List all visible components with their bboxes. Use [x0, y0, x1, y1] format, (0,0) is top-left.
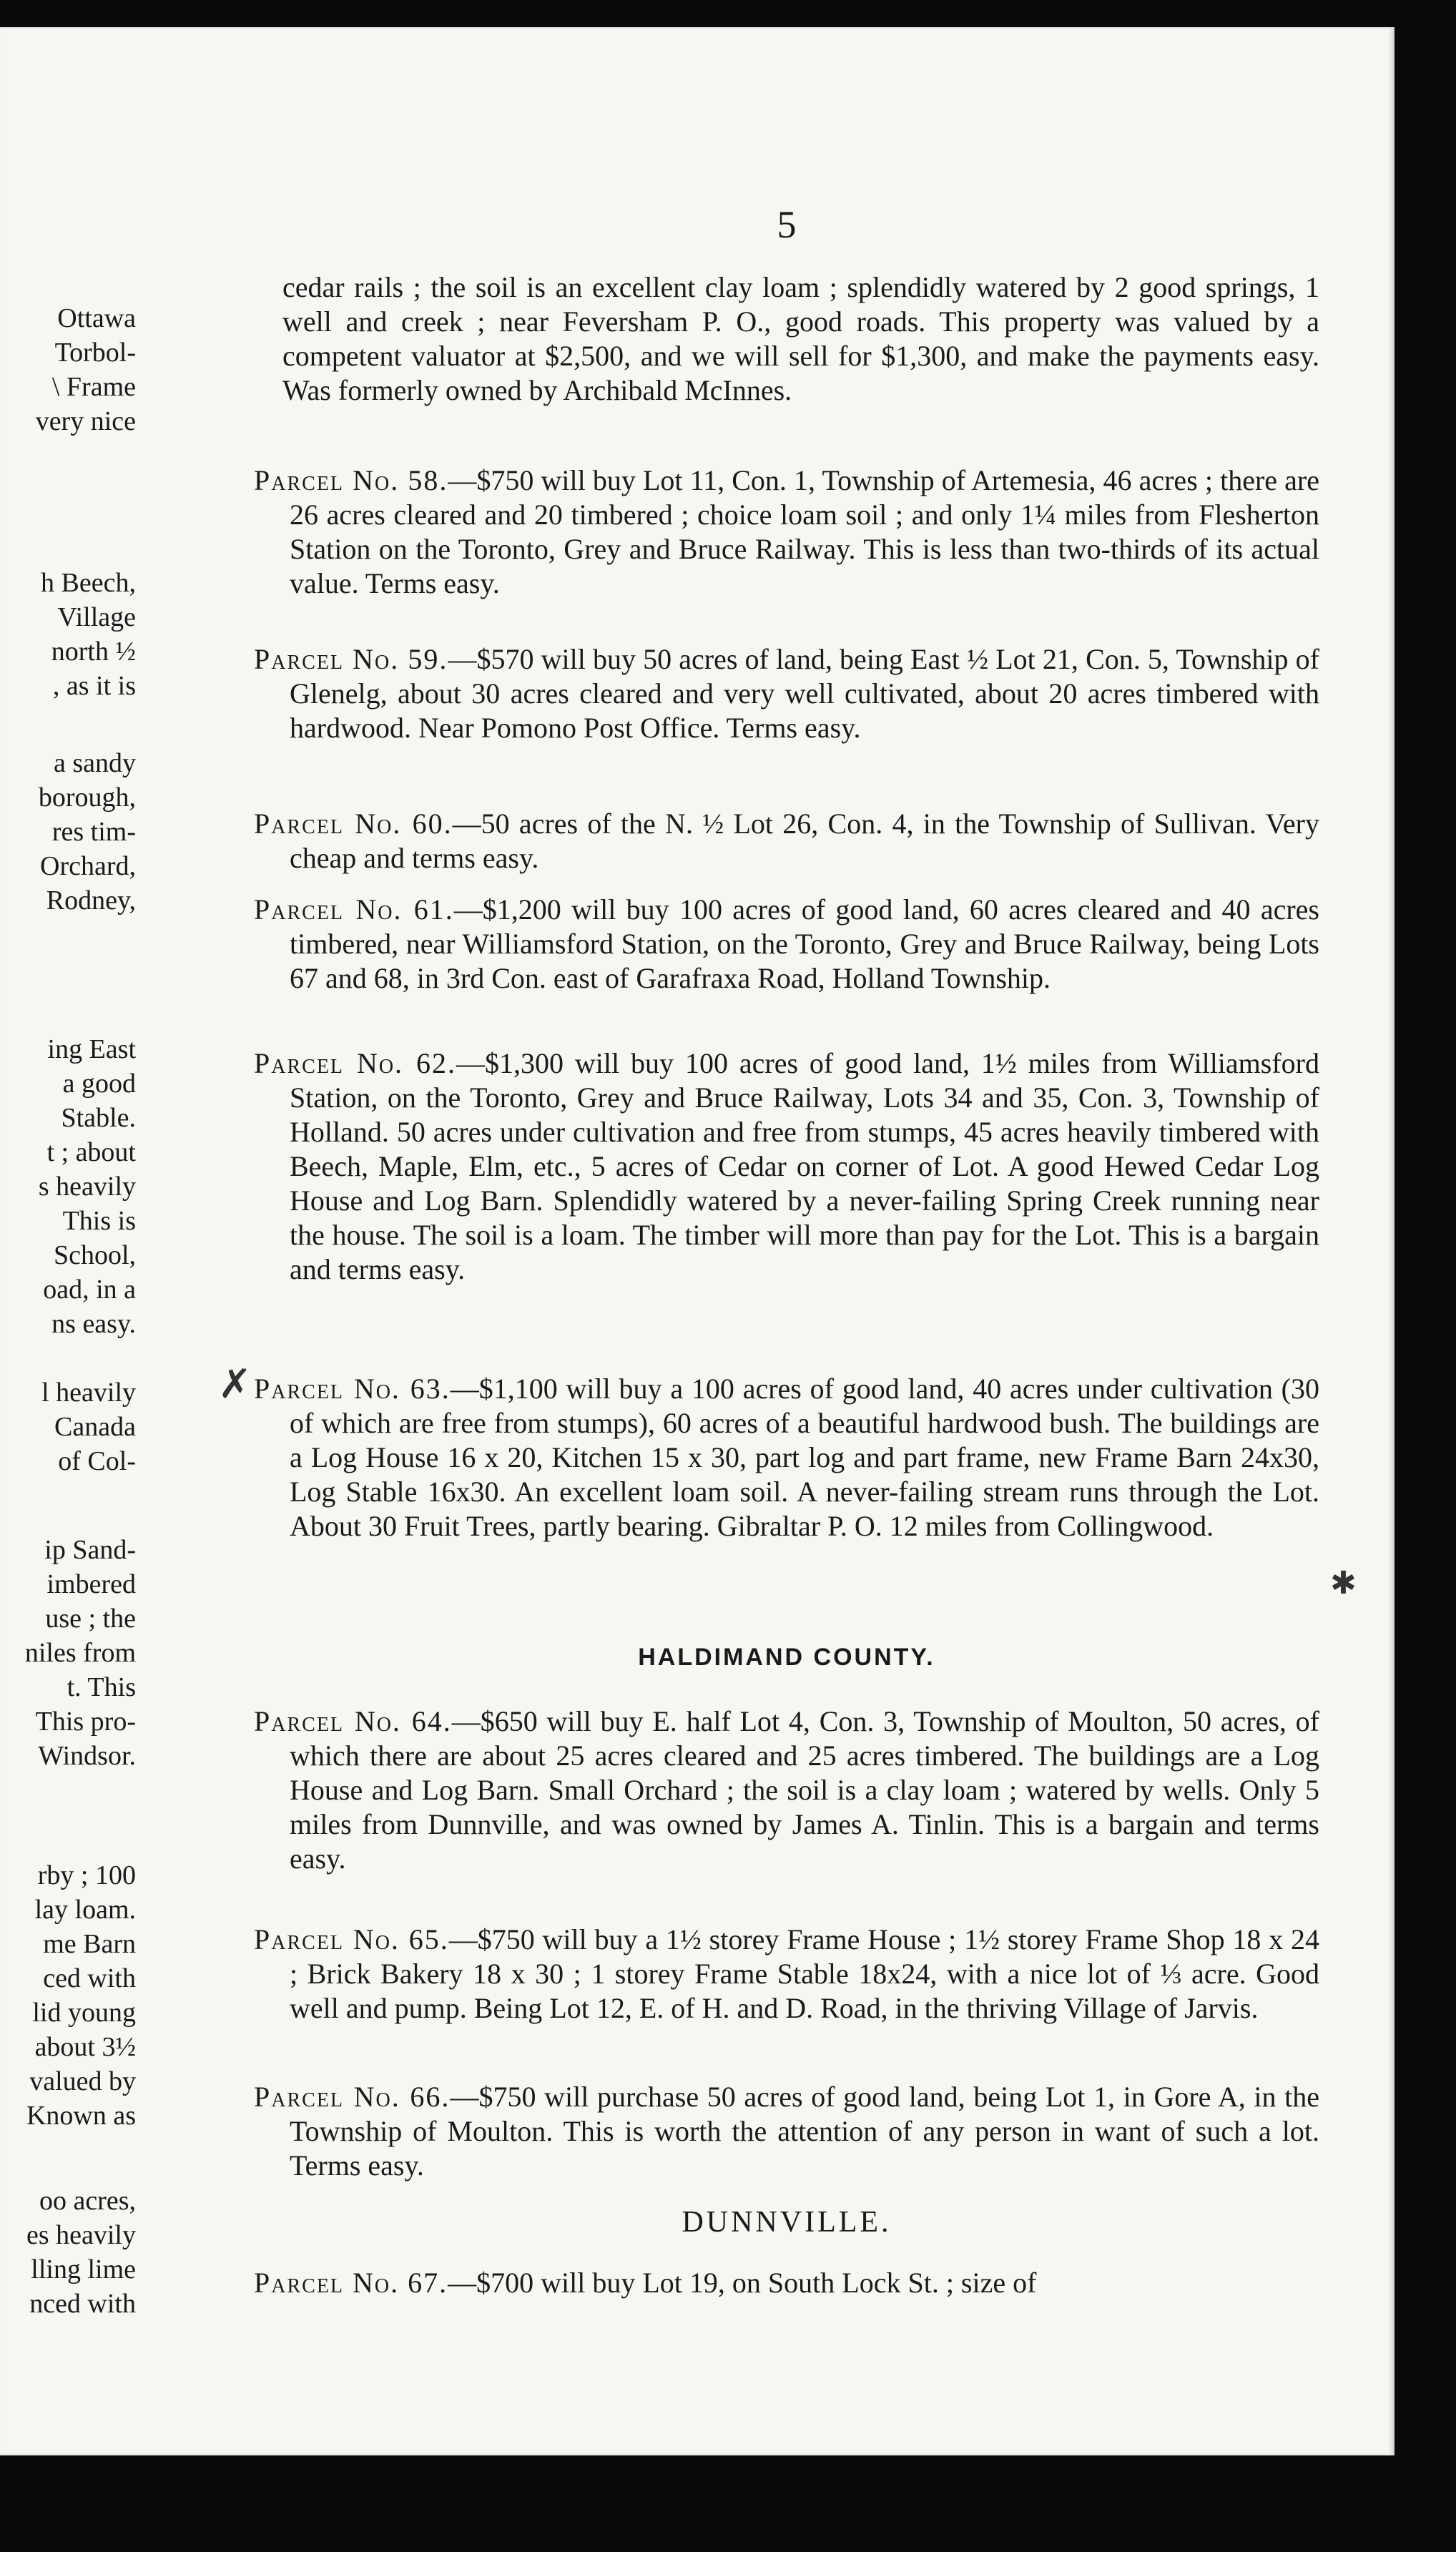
left-fragment: ced with — [43, 1963, 136, 1993]
left-fragment: This is — [62, 1206, 136, 1236]
parcel-text: —$650 will buy E. half Lot 4, Con. 3, Township of Moulton, 50 acres, of which there are about 25 acres cleared and 25 acres timbered. The buildings are a Log House and Log Barn. Small Orchard ; the soil is a clay loam ; watered by wells. Only 5 miles from Dunnville, and was owned by James A. Tinlin. This is a bargain and terms easy. — [290, 1705, 1320, 1875]
left-fragment: t. This — [67, 1672, 136, 1702]
left-fragment: about 3½ — [34, 2032, 136, 2062]
left-fragment: use ; the — [45, 1604, 136, 1634]
parcel-text: —$750 will purchase 50 acres of good land, being Lot 1, in Gore A, in the Township of Moulton. This is worth the attention of any person in want of such a lot. Terms easy. — [290, 2081, 1320, 2182]
left-fragment: Orchard, — [40, 851, 136, 881]
left-fragment: lid young — [32, 1998, 136, 2028]
parcel-64 — [254, 1704, 1319, 1876]
parcel-text: —$570 will buy 50 acres of land, being East ½ Lot 21, Con. 5, Township of Glenelg, about 30 acres cleared and very well cultivated, about 20 acres timbered with hardwood. Near Pomono Post Office. Terms easy. — [290, 643, 1319, 744]
heading-dunnville: DUNNVILLE. — [682, 2206, 892, 2239]
left-fragment: Windsor. — [38, 1741, 136, 1771]
scan-border-right — [1394, 0, 1456, 2552]
left-fragment: me Barn — [43, 1929, 136, 1959]
parcel-60 — [254, 807, 1319, 875]
left-fragment: niles from — [24, 1638, 136, 1668]
left-fragment: Ottawa — [57, 303, 136, 333]
left-fragment: t ; about — [46, 1137, 136, 1167]
left-fragment: of Col- — [58, 1446, 136, 1476]
parcel-label: Parcel No. 58. — [254, 464, 448, 496]
left-fragment: Canada — [54, 1412, 136, 1442]
parcel-62 — [254, 1046, 1319, 1287]
parcel-67 — [254, 2266, 1319, 2300]
left-fragment: valued by — [29, 2066, 136, 2096]
parcel-label: Parcel No. 59. — [254, 643, 448, 675]
left-fragment: ip Sand- — [44, 1535, 136, 1565]
parcel-66 — [254, 2080, 1319, 2183]
pencil-mark-icon: ✗ — [218, 1363, 252, 1407]
parcel-63 — [254, 1372, 1319, 1544]
left-fragment: res tim- — [51, 817, 136, 847]
left-fragment: rby ; 100 — [37, 1860, 136, 1890]
left-fragment: Rodney, — [46, 885, 136, 916]
continuation-paragraph: cedar rails ; the soil is an excellent clay loam ; splendidly watered by 2 good springs, 1 well and creek ; near Feversham P. O., good roads. This property was valued by a competent valuator at $2,500, and we will sell for $1,300, and make the payments easy. Was formerly owned by Archibald McInnes. — [282, 271, 1319, 406]
parcel-text: —$1,200 will buy 100 acres of good land, 60 acres cleared and 40 acres timbered, near Williamsford Station, on the Toronto, Grey and Bruce Railway, being Lots 67 and 68, in 3rd Con. east of Garafraxa Road, Holland Township. — [290, 893, 1320, 994]
parcel-text: —$750 will buy a 1½ storey Frame House ; 1½ storey Frame Shop 18 x 24 ; Brick Bakery 18 x 30 ; 1 storey Frame Stable 18x24, with a nice lot of ⅓ acre. Good well and pump. Being Lot 12, E. of H. and D. Road, in the thriving Village of Jarvis. — [290, 1923, 1319, 2024]
left-fragment: north ½ — [51, 637, 136, 667]
left-fragment: \ Frame — [51, 372, 136, 402]
left-fragment: oad, in a — [43, 1275, 136, 1305]
left-fragment: s heavily — [38, 1172, 136, 1202]
left-fragment: nced with — [29, 2289, 136, 2319]
left-fragment: a good — [62, 1069, 136, 1099]
parcel-text: —$1,300 will buy 100 acres of good land, 1½ miles from Williamsford Station, on the Toronto, Grey and Bruce Railway, Lots 34 and 35, Con. 3, Township of Holland. 50 acres under cultivation and free from stumps, 45 acres heavily timbered with Beech, Maple, Elm, etc., 5 acres of Cedar on corner of Lot. A good Hewed Cedar Log House and Log Barn. Splendidly watered by a never-failing Spring Creek running near the house. The soil is a loam. The timber will more than pay for the Lot. This is a bargain and terms easy. — [290, 1047, 1319, 1285]
parcel-59 — [254, 642, 1319, 745]
left-fragment: imbered — [46, 1569, 136, 1599]
parcel-label: Parcel No. 66. — [254, 2081, 451, 2113]
left-fragment: lay loam. — [34, 1895, 136, 1925]
heading-haldimand-county: HALDIMAND COUNTY. — [638, 1644, 935, 1671]
parcel-label: Parcel No. 62. — [254, 1047, 456, 1079]
parcel-label: Parcel No. 60. — [254, 808, 453, 840]
parcel-label: Parcel No. 63. — [254, 1373, 451, 1405]
parcel-text: —$750 will buy Lot 11, Con. 1, Township of Artemesia, 46 acres ; there are 26 acres cleared and 20 timbered ; choice loam soil ; and only 1¼ miles from Flesherton Station on the Toronto, Grey and Bruce Railway. This is less than two-thirds of its actual value. Terms easy. — [290, 464, 1319, 599]
left-fragment: ns easy. — [51, 1309, 136, 1339]
parcel-label: Parcel No. 65. — [254, 1923, 449, 1955]
left-fragment: h Beech, — [41, 568, 136, 598]
left-fragment: borough, — [38, 782, 136, 813]
left-fragment: Torbol- — [54, 338, 136, 368]
left-column-fragments — [0, 27, 143, 2455]
left-fragment: es heavily — [26, 2220, 136, 2250]
left-fragment: This pro- — [35, 1707, 136, 1737]
left-fragment: l heavily — [41, 1378, 136, 1408]
parcel-label: Parcel No. 64. — [254, 1705, 452, 1737]
parcel-61 — [254, 893, 1319, 996]
asterisk-mark-icon: ✱ — [1330, 1566, 1357, 1601]
left-fragment: oo acres, — [39, 2186, 136, 2216]
parcel-text: —50 acres of the N. ½ Lot 26, Con. 4, in the Township of Sullivan. Very cheap and terms easy. — [290, 808, 1319, 874]
left-fragment: Village — [57, 602, 136, 632]
document-page — [0, 27, 1394, 2455]
left-fragment: lling lime — [31, 2254, 136, 2284]
parcel-text: —$700 will buy Lot 19, on South Lock St. ; size of — [448, 2267, 1037, 2299]
page-number: 5 — [777, 203, 797, 246]
scan-border-top — [0, 0, 1456, 27]
parcel-label: Parcel No. 67. — [254, 2267, 448, 2299]
parcel-58 — [254, 463, 1319, 601]
left-fragment: ing East — [47, 1034, 136, 1064]
parcel-65 — [254, 1923, 1319, 2026]
left-fragment: very nice — [35, 406, 136, 436]
scan-border-bottom — [0, 2455, 1456, 2552]
left-fragment: Known as — [26, 2101, 136, 2131]
parcel-label: Parcel No. 61. — [254, 893, 454, 926]
left-fragment: School, — [53, 1240, 136, 1270]
left-fragment: , as it is — [52, 671, 136, 701]
left-fragment: a sandy — [53, 748, 136, 778]
parcel-text: —$1,100 will buy a 100 acres of good land, 40 acres under cultivation (30 of which are free from stumps), 60 acres of a beautiful hardwood bush. The buildings are a Log House 16 x 20, Kitchen 15 x 30, part log and part frame, new Frame Barn 24x30, Log Stable 16x30. An excellent loam soil. A never-failing stream runs through the Lot. About 30 Fruit Trees, partly bearing. Gibraltar P. O. 12 miles from Collingwood. — [290, 1373, 1320, 1542]
left-fragment: Stable. — [61, 1103, 136, 1133]
